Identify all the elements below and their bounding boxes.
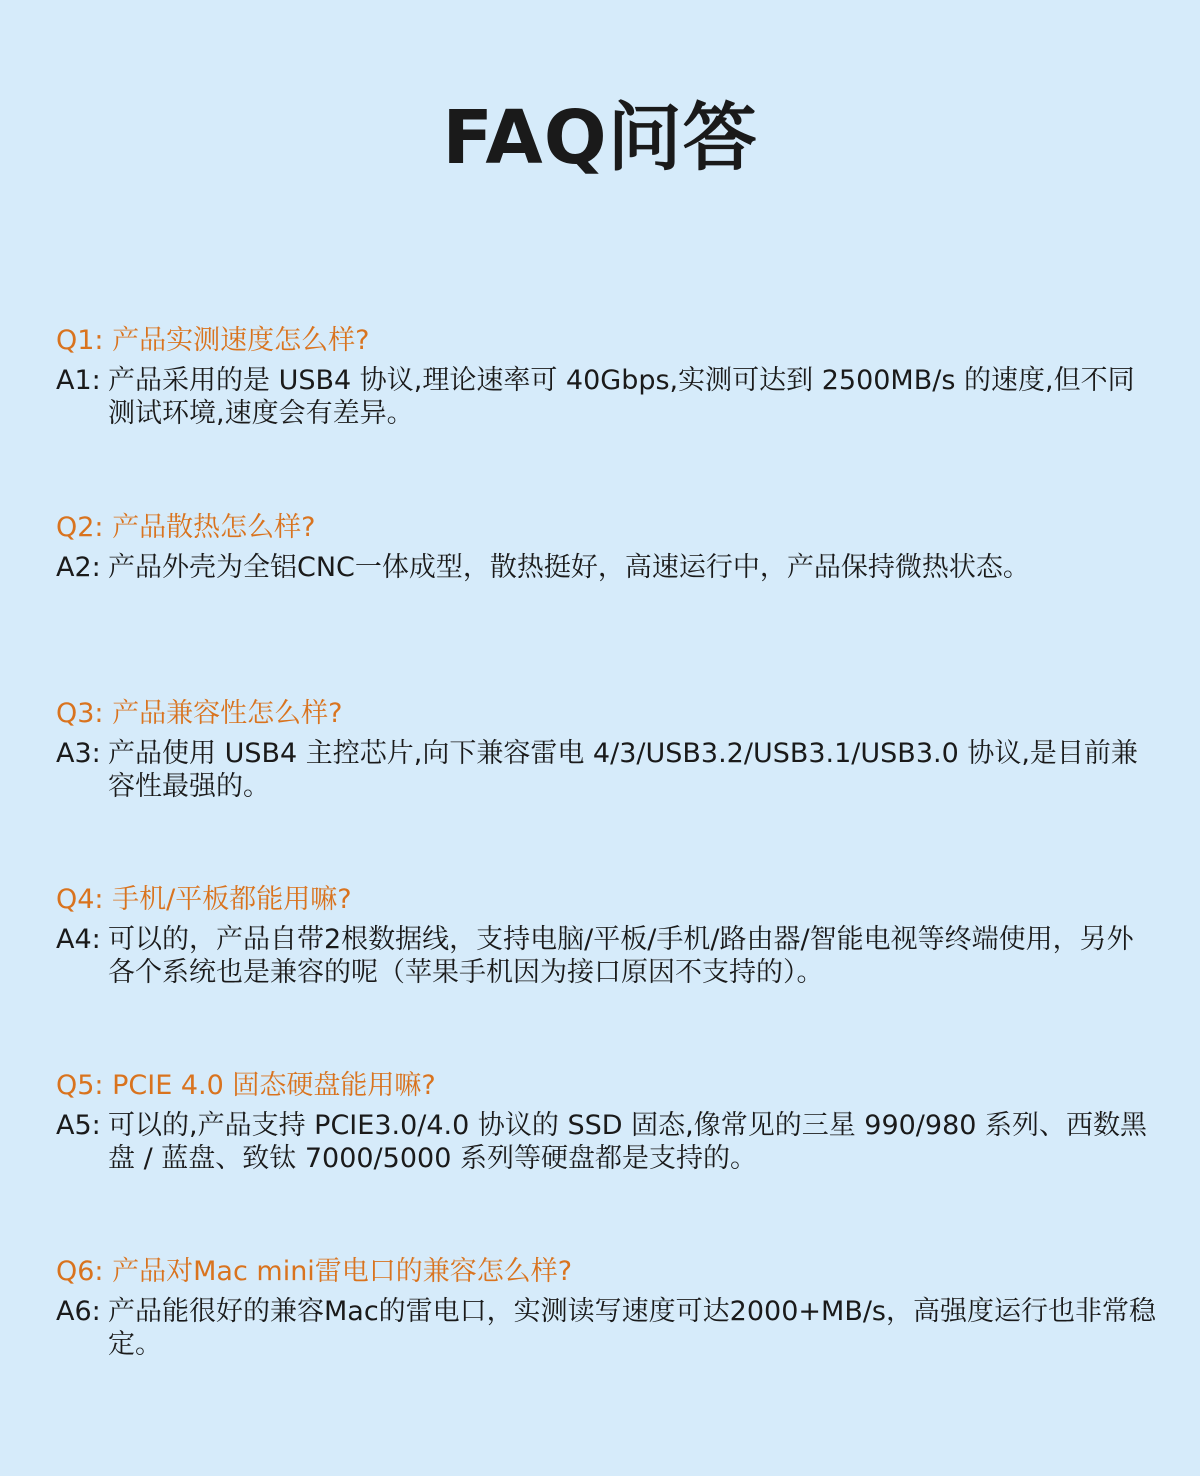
faq-item-3 [56,697,1156,803]
answer-prefix: A4: [56,924,101,955]
question [56,324,1156,358]
question [56,883,1156,917]
faq-item-2 [56,511,1156,584]
answer-text: 产品外壳为全铝CNC一体成型，散热挺好，高速运行中，产品保持微热状态。 [108,552,1030,583]
answer [56,551,1156,584]
question [56,511,1156,545]
question-prefix: Q2: [56,512,104,543]
page-title: FAQ问答 [442,95,758,181]
faq-item-1 [56,324,1156,430]
question-text: 产品对Mac mini雷电口的兼容怎么样? [112,1256,573,1287]
question-prefix: Q1: [56,325,104,356]
question-text: 产品实测速度怎么样? [112,325,370,356]
question-prefix: Q6: [56,1256,104,1287]
answer-prefix: A1: [56,365,101,396]
answer [56,1295,1156,1361]
answer-prefix: A6: [56,1296,101,1327]
question [56,1255,1156,1289]
answer [56,737,1156,803]
question [56,697,1156,731]
question-text: 产品散热怎么样? [112,512,316,543]
faq-item-5 [56,1069,1156,1175]
answer-prefix: A5: [56,1110,101,1141]
question-prefix: Q3: [56,698,104,729]
answer-text: 产品使用 USB4 主控芯片,向下兼容雷电 4/3/USB3.2/USB3.1/USB3.0 协议,是目前兼容性最强的。 [108,738,1138,802]
answer [56,364,1156,430]
answer [56,1109,1156,1175]
answer-text: 产品采用的是 USB4 协议,理论速率可 40Gbps,实测可达到 2500MB/s 的速度,但不同测试环境,速度会有差异。 [108,365,1135,429]
answer-text: 可以的,产品支持 PCIE3.0/4.0 协议的 SSD 固态,像常见的三星 990/980 系列、西数黑盘 / 蓝盘、致钛 7000/5000 系列等硬盘都是支持的。 [108,1110,1148,1174]
faq-item-4 [56,883,1156,989]
question-text: 产品兼容性怎么样? [112,698,343,729]
answer-text: 可以的，产品自带2根数据线，支持电脑/平板/手机/路由器/智能电视等终端使用，另外各个系统也是兼容的呢（苹果手机因为接口原因不支持的）。 [108,924,1134,988]
question-text: PCIE 4.0 固态硬盘能用嘛? [112,1070,436,1101]
faq-item-6 [56,1255,1156,1361]
answer-prefix: A2: [56,552,101,583]
question [56,1069,1156,1103]
answer-prefix: A3: [56,738,101,769]
question-prefix: Q5: [56,1070,104,1101]
answer [56,923,1156,989]
answer-text: 产品能很好的兼容Mac的雷电口，实测读写速度可达2000+MB/s，高强度运行也非常稳定。 [108,1296,1157,1360]
question-text: 手机/平板都能用嘛? [112,884,352,915]
question-prefix: Q4: [56,884,104,915]
